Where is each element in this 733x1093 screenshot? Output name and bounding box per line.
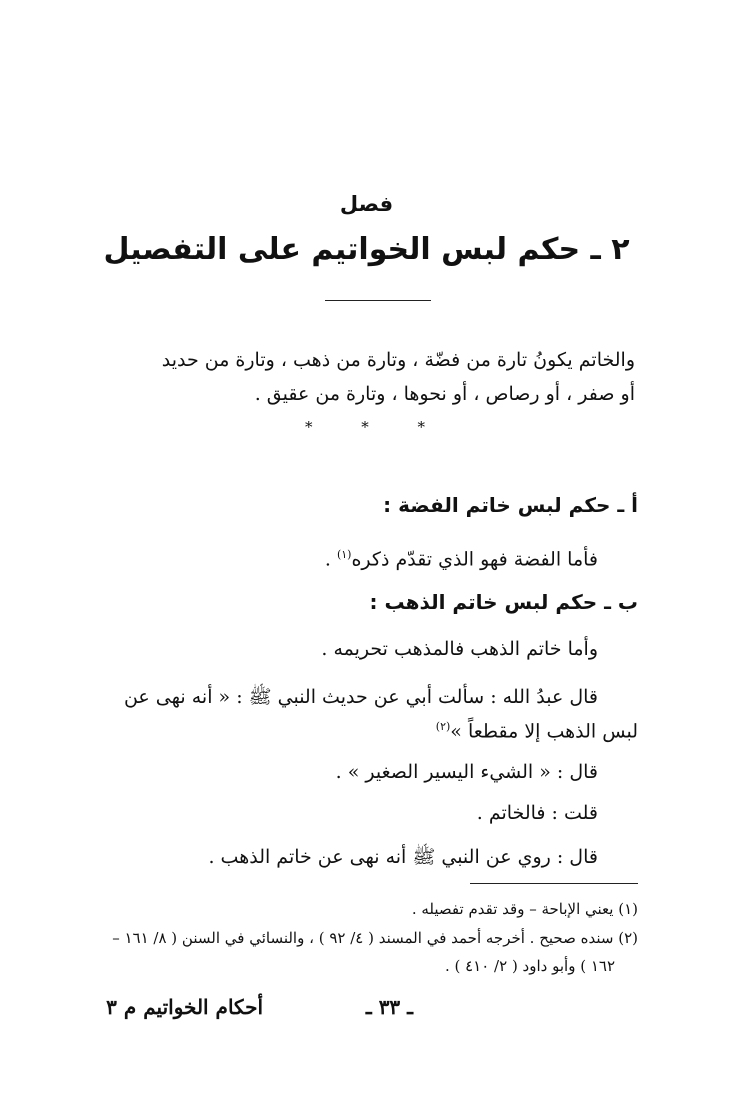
intro-paragraph [95, 343, 635, 411]
silver-ring-text: فأما الفضة فهو الذي تقدّم ذكره [351, 548, 598, 571]
hadith-question-line-1: قال عبدُ الله : سألت أبي عن حديث النبي ﷺ : « أنه نهى عن [123, 686, 598, 708]
asterisk-separator [305, 418, 425, 436]
footnote-ref-1[interactable]: (١) [336, 548, 352, 561]
footnote-2-line-1: (٢) سنده صحيح . أخرجه أحمد في المسند ( ٤/ ٩٢ ) ، والنسائي في السنن ( ٨/ ١٦١ – [112, 929, 638, 947]
intro-line-1: والخاتم يكونُ تارة من فضّة ، وتارة من ذهب ، وتارة من حديد [161, 349, 635, 371]
hadith-question-line-2 [436, 710, 638, 748]
heading-silver-ring: أ ـ حكم لبس خاتم الفضة : [383, 493, 638, 517]
separator-star: * [417, 418, 425, 436]
footnote-2-line-2: ١٦٢ ) وأبو داود ( ٢/ ٤١٠ ) . [444, 957, 615, 975]
hadith-question-text: لبس الذهب إلا مقطعاً » [450, 720, 638, 743]
silver-ring-end: . [324, 548, 337, 571]
chapter-title: ٢ ـ حكم لبس الخواتيم على التفصيل [103, 232, 630, 267]
gold-ring-ruling: وأما خاتم الذهب فالمذهب تحريمه . [321, 638, 598, 660]
intro-line-2: أو صفر ، أو رصاص ، أو نحوها ، وتارة من عقيق . [254, 383, 635, 405]
answer-prohibition: قال : روي عن النبي ﷺ أنه نهى عن خاتم الذهب . [208, 846, 598, 868]
footnote-1: (١) يعني الإباحة – وقد تقدم تفصيله . [411, 900, 638, 918]
footnote-divider [470, 883, 638, 884]
answer-small-thing: قال : « الشيء اليسير الصغير » . [335, 761, 598, 783]
title-divider [325, 300, 431, 301]
question-ring: قلت : فالخاتم . [476, 802, 598, 824]
silver-ring-paragraph [325, 538, 598, 576]
running-footer-title: أحكام الخواتيم م ٣ [106, 995, 263, 1019]
separator-star: * [305, 418, 313, 436]
page-number: ـ ٣٣ ـ [365, 995, 413, 1019]
section-label: فصل [339, 192, 394, 216]
footnote-ref-2[interactable]: (٢) [435, 720, 451, 733]
heading-gold-ring: ب ـ حكم لبس خاتم الذهب : [369, 590, 638, 614]
separator-star: * [361, 418, 369, 436]
